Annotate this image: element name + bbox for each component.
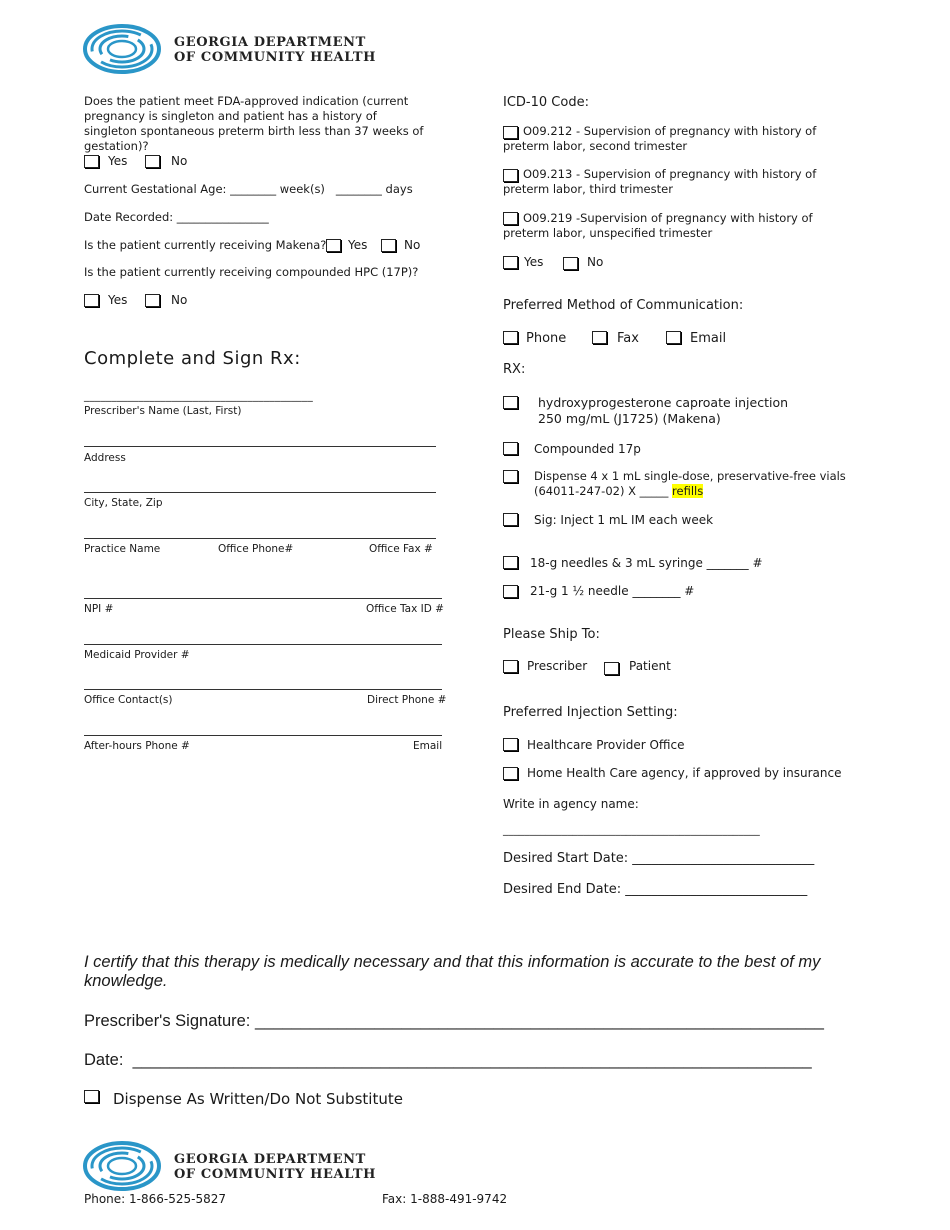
fax-label: Fax xyxy=(617,331,639,346)
makena-question: Is the patient currently receiving Makena? xyxy=(84,238,327,252)
date-recorded: Date Recorded: ________________ xyxy=(84,210,269,224)
end-date[interactable]: Desired End Date: ____________________________ xyxy=(503,882,808,897)
office-contact-label: Office Contact(s) xyxy=(84,694,173,706)
daw-checkbox[interactable] xyxy=(84,1090,99,1103)
rx4-label: Sig: Inject 1 mL IM each week xyxy=(534,513,714,527)
fax-checkbox[interactable] xyxy=(592,331,607,344)
rx6-label: 21-g 1 ½ needle ________ # xyxy=(530,584,695,598)
tax-id-label: Office Tax ID # xyxy=(366,603,444,615)
setting-title: Preferred Injection Setting: xyxy=(503,705,678,720)
rx4-checkbox[interactable] xyxy=(503,513,518,526)
hpc-no-label: No xyxy=(171,293,188,307)
rx3-label xyxy=(534,469,846,499)
rx1-checkbox[interactable] xyxy=(503,396,518,409)
rx2-checkbox[interactable] xyxy=(503,442,518,455)
comm-title: Preferred Method of Communication: xyxy=(503,298,744,313)
hpc-question: Is the patient currently receiving compounded HPC (17P)? xyxy=(84,265,419,279)
dch-logo-icon xyxy=(82,22,164,76)
ship-title: Please Ship To: xyxy=(503,627,600,642)
rx1-line1: hydroxyprogesterone caproate injection xyxy=(538,395,789,410)
sign-rx-title: Complete and Sign Rx: xyxy=(84,348,301,369)
rx-title: RX: xyxy=(503,362,526,377)
medicaid-label: Medicaid Provider # xyxy=(84,649,190,661)
rx5-checkbox[interactable] xyxy=(503,556,518,569)
icd2-label: O09.213 - Supervision of pregnancy with history of preterm labor, third trimester xyxy=(503,167,817,196)
footer-org-line2: OF COMMUNITY HEALTH xyxy=(174,1167,377,1182)
fda-yes-label: Yes xyxy=(108,154,128,168)
setting1-label: Healthcare Provider Office xyxy=(527,738,685,752)
hpc-yes-checkbox[interactable] xyxy=(84,294,99,307)
email-label: Email xyxy=(413,740,443,752)
fda-no-label: No xyxy=(171,154,188,168)
footer-org-line1: GEORGIA DEPARTMENT xyxy=(174,1152,366,1167)
after-hours-line[interactable] xyxy=(84,735,442,736)
rx3-line2 xyxy=(534,484,846,499)
rx6-checkbox[interactable] xyxy=(503,585,518,598)
ship-prescriber-label: Prescriber xyxy=(527,659,588,673)
org-name-line2: OF COMMUNITY HEALTH xyxy=(174,50,377,65)
office-fax-label: Office Fax # xyxy=(369,543,433,555)
setting2-label: Home Health Care agency, if approved by insurance xyxy=(527,766,842,780)
email-comm-label: Email xyxy=(690,331,727,346)
after-hours-label: After-hours Phone # xyxy=(84,740,190,752)
header-logo xyxy=(82,22,382,76)
npi-line[interactable] xyxy=(84,598,442,599)
icd-yes-label: Yes xyxy=(524,255,544,269)
email-checkbox[interactable] xyxy=(666,331,681,344)
address-line[interactable] xyxy=(84,446,436,447)
agency-blank[interactable]: ________________________________________________ xyxy=(503,824,760,836)
rx1-line2: 250 mg/mL (J1725) (Makena) xyxy=(538,411,721,426)
icd-title: ICD-10 Code: xyxy=(503,95,589,110)
city-label: City, State, Zip xyxy=(84,497,163,509)
footer-logo xyxy=(82,1139,382,1193)
rx3-line1: Dispense 4 x 1 mL single-dose, preservative-free vials xyxy=(534,469,846,483)
setting1-checkbox[interactable] xyxy=(503,738,518,751)
ship-patient-label: Patient xyxy=(629,659,671,673)
makena-no-label: No xyxy=(404,238,421,252)
signature-line[interactable]: Prescriber's Signature: ______________________________________________________________ xyxy=(84,1012,824,1030)
org-name-line1: GEORGIA DEPARTMENT xyxy=(174,35,366,50)
npi-label: NPI # xyxy=(84,603,114,615)
makena-no-checkbox[interactable] xyxy=(381,239,396,252)
medicaid-line[interactable] xyxy=(84,644,442,645)
start-date[interactable]: Desired Start Date: ____________________________ xyxy=(503,851,815,866)
phone-label: Phone xyxy=(526,331,567,346)
rx5-label: 18-g needles & 3 mL syringe _______ # xyxy=(530,556,763,570)
hpc-no-checkbox[interactable] xyxy=(145,294,160,307)
makena-yes-label: Yes xyxy=(348,238,368,252)
address-label: Address xyxy=(84,452,126,464)
certify-statement: I certify that this therapy is medically necessary and that this information is accurate to the best of my knowledge. xyxy=(84,953,821,990)
fda-no-checkbox[interactable] xyxy=(145,155,160,168)
prescriber-name-blank[interactable]: __________________________________________ xyxy=(84,390,313,402)
agency-label: Write in agency name: xyxy=(503,797,639,811)
rx2-label: Compounded 17p xyxy=(534,442,641,456)
fda-yes-checkbox[interactable] xyxy=(84,155,99,168)
icd-no-label: No xyxy=(587,255,604,269)
rx3-line2-text: (64011-247-02) X _____ xyxy=(534,484,669,498)
direct-phone-label: Direct Phone # xyxy=(367,694,447,706)
makena-yes-checkbox[interactable] xyxy=(326,239,341,252)
rx1-label xyxy=(538,395,788,427)
icd-yes-checkbox[interactable] xyxy=(503,256,518,269)
office-phone-label: Office Phone# xyxy=(218,543,294,555)
daw-label: Dispense As Written/Do Not Substitute xyxy=(113,1090,403,1108)
setting2-checkbox[interactable] xyxy=(503,767,518,780)
refills-highlight: refills xyxy=(672,484,704,498)
practice-line[interactable] xyxy=(84,538,436,539)
icd3-label: O09.219 -Supervision of pregnancy with history of preterm labor, unspecified trimester xyxy=(503,211,813,240)
dch-logo-icon xyxy=(82,1139,164,1193)
fda-question: Does the patient meet FDA-approved indication (current pregnancy is singleton and patient has a history of singleton spontaneous preterm birth less than 37 weeks of gestation)? xyxy=(84,94,424,153)
icd1-label: O09.212 - Supervision of pregnancy with history of preterm labor, second trimester xyxy=(503,124,817,153)
date-line[interactable]: Date: __________________________________________________________________________ xyxy=(84,1051,812,1069)
gestational-age: Current Gestational Age: ________ week(s) ________ days xyxy=(84,182,413,196)
city-line[interactable] xyxy=(84,492,436,493)
phone-checkbox[interactable] xyxy=(503,331,518,344)
ship-patient-checkbox[interactable] xyxy=(604,662,619,675)
practice-name-label: Practice Name xyxy=(84,543,161,555)
footer-fax: Fax: 1-888-491-9742 xyxy=(382,1192,508,1206)
hpc-yes-label: Yes xyxy=(108,293,128,307)
footer-phone: Phone: 1-866-525-5827 xyxy=(84,1192,227,1206)
contact-line[interactable] xyxy=(84,689,442,690)
icd-no-checkbox[interactable] xyxy=(563,257,578,270)
rx3-checkbox[interactable] xyxy=(503,470,518,483)
ship-prescriber-checkbox[interactable] xyxy=(503,660,518,673)
prescriber-name-label: Prescriber's Name (Last, First) xyxy=(84,405,242,417)
